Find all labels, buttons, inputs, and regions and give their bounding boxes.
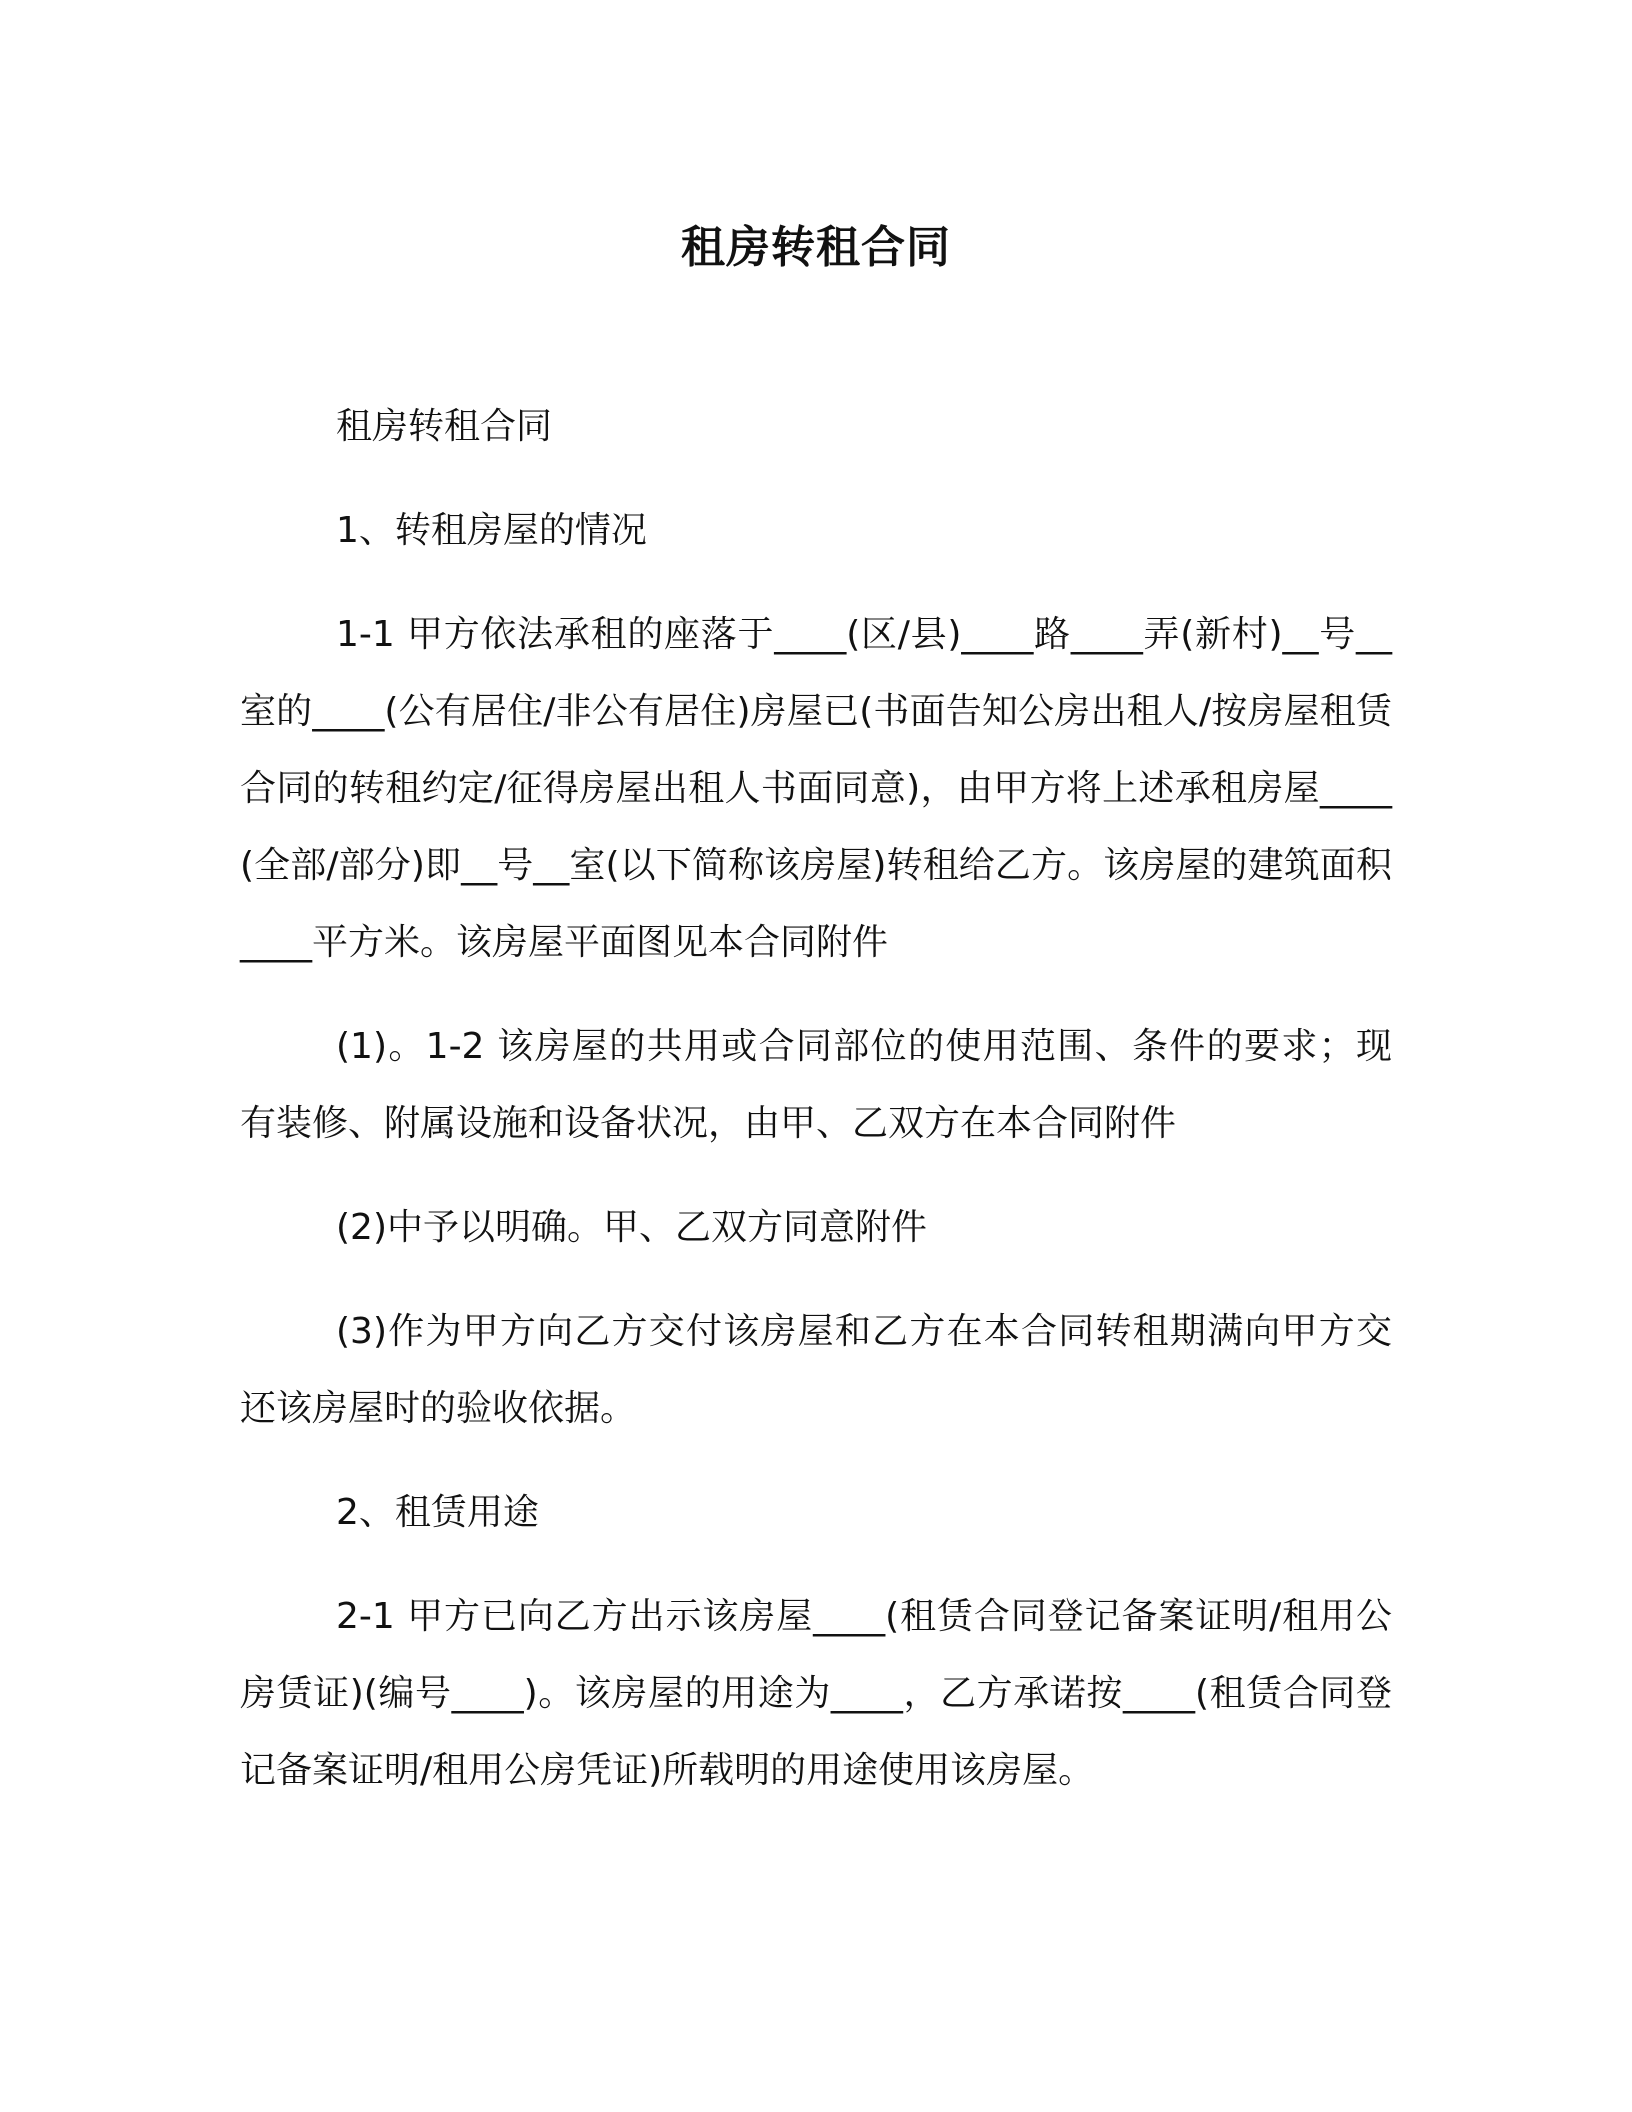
paragraph-section-1-heading: 1、转租房屋的情况	[336, 510, 647, 551]
paragraph-section-2-heading: 2、租赁用途	[336, 1492, 539, 1533]
paragraph-annex-3: (3)作为甲方向乙方交付该房屋和乙方在本合同转租期满向甲方交还该房屋时的验收依据。	[240, 1311, 1392, 1429]
paragraph-clause-2-1: 2-1 甲方已向乙方出示该房屋____(租赁合同登记备案证明/租用公房赁证)(编号____)。该房屋的用途为____，乙方承诺按____(租赁合同登记备案证明/租用公房凭证)所载明的用途使用该房屋。	[240, 1596, 1392, 1791]
paragraph-annex-2: (2)中予以明确。甲、乙双方同意附件	[336, 1207, 927, 1248]
document-title: 租房转租合同	[681, 222, 951, 273]
paragraph-clause-1-1: 1-1 甲方依法承租的座落于____(区/县)____路____弄(新村)__号__室的____(公有居住/非公有居住)房屋已(书面告知公房出租人/按房屋租赁合同的转租约定/征得房屋出租人书面同意)，由甲方将上述承租房屋____(全部/部分)即__号__室(以下简称该房屋)转租给乙方。该房屋的建筑面积____平方米。该房屋平面图见本合同附件	[240, 614, 1392, 963]
paragraph-subtitle: 租房转租合同	[336, 406, 553, 447]
paragraph-clause-1-2: (1)。1-2 该房屋的共用或合同部位的使用范围、条件的要求；现有装修、附属设施和设备状况，由甲、乙双方在本合同附件	[240, 1026, 1392, 1144]
document-body	[240, 388, 1392, 1836]
